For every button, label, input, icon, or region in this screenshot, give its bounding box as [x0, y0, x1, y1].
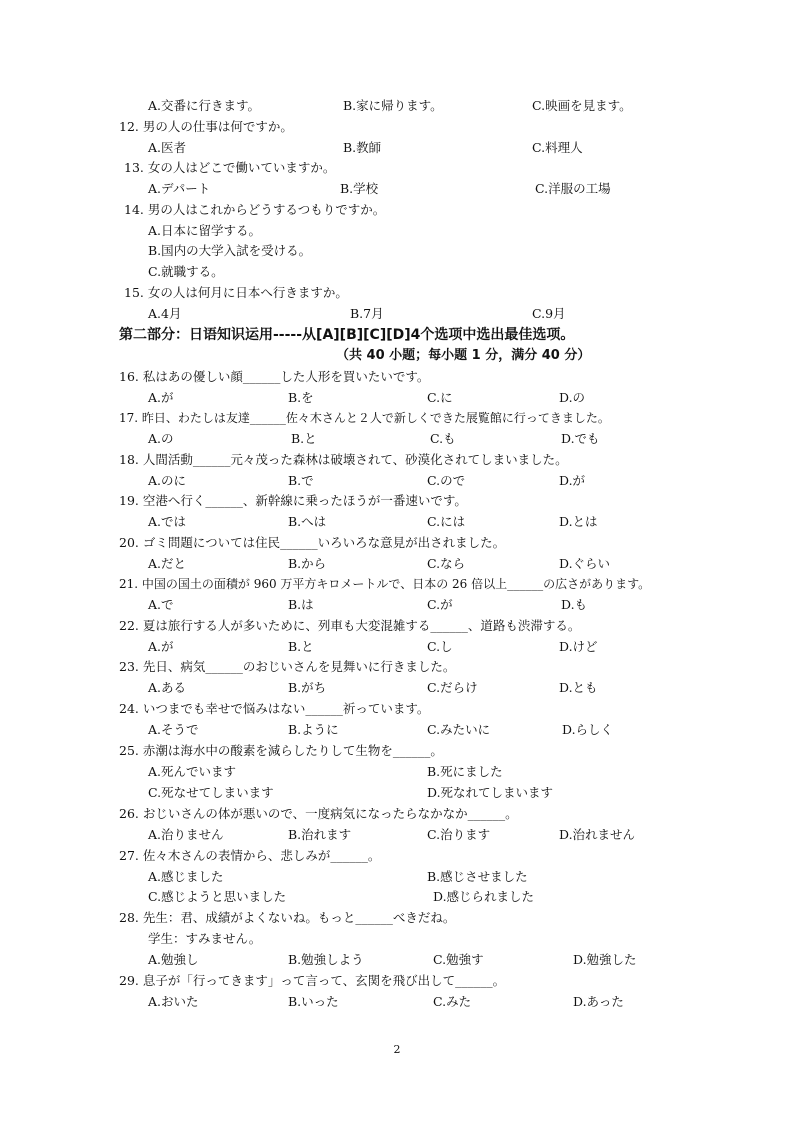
q22-option-c: C.し: [427, 639, 453, 654]
q16-option-a: A.が: [148, 390, 174, 405]
q17-option-b: B.と: [291, 431, 317, 446]
q12-option-a: A.医者: [148, 140, 187, 155]
q19-option-d: D.とは: [559, 514, 598, 529]
q29-option-a: A.おいた: [148, 994, 199, 1009]
q25-option-a: A.死んでいます: [148, 764, 237, 779]
q19-option-b: B.へは: [288, 514, 327, 529]
q20-option-a: A.だと: [148, 556, 187, 571]
q22-option-d: D.けど: [559, 639, 598, 654]
q15-option-b: B.7月: [350, 306, 384, 321]
section-subtitle: （共 40 小题；每小题 1 分，满分 40 分）: [336, 348, 591, 363]
q14-option-c: C.就職する。: [148, 264, 224, 279]
q17-option-c: C.も: [430, 431, 456, 446]
q16-option-b: B.を: [288, 390, 314, 405]
q26-option-a: A.治りません: [148, 827, 224, 842]
q23-stem: 23. 先日、病気______のおじいさんを見舞いに行きました。: [119, 659, 456, 674]
q26-stem: 26. おじいさんの体が悪いので、一度病気になったらなかなか______。: [119, 806, 518, 821]
q13-option-a: A.デパート: [148, 181, 211, 196]
q13-option-b: B.学校: [340, 181, 379, 196]
q26-option-c: C.治ります: [427, 827, 491, 842]
q26-option-b: B.治れます: [288, 827, 352, 842]
q17-option-a: A.の: [148, 431, 174, 446]
q11-option-a: A.交番に行きます。: [148, 98, 261, 113]
q22-stem: 22. 夏は旅行する人が多いために、列車も大変混雑する______、道路も渋滞する。: [119, 618, 581, 633]
q21-stem: 21. 中国の国土の面積が 960 万平方キロメートルで、日本の 26 倍以上______の広さがあります。: [119, 577, 651, 591]
q19-stem: 19. 空港へ行く______、新幹線に乗ったほうが一番速いです。: [119, 493, 467, 508]
q29-stem: 29. 息子が「行ってきます」って言って、玄関を飛び出して______。: [119, 973, 506, 988]
q24-option-d: D.らしく: [562, 722, 614, 737]
q11-option-b: B.家に帰ります。: [343, 98, 443, 113]
q27-option-a: A.感じました: [148, 869, 224, 884]
q19-option-a: A.では: [148, 514, 187, 529]
q17-stem: 17. 昨日、わたしは友達______佐々木さんと２人で新しくできた展覧館に行ってきました。: [119, 411, 610, 425]
q23-option-a: A.ある: [148, 680, 187, 695]
q23-option-d: D.とも: [559, 680, 598, 695]
q24-option-b: B.ように: [288, 722, 339, 737]
q14-stem: 14. 男の人はこれからどうするつもりですか。: [124, 202, 386, 217]
q11-option-c: C.映画を見ます。: [532, 98, 632, 113]
q28-stem-line2: 学生：すみません。: [148, 931, 262, 946]
q18-option-a: A.のに: [148, 473, 187, 488]
q20-option-b: B.から: [288, 556, 327, 571]
q20-stem: 20. ゴミ問題については住民______いろいろな意見が出されました。: [119, 535, 506, 550]
q28-option-c: C.勉強す: [433, 952, 484, 967]
q22-option-b: B.と: [288, 639, 314, 654]
q13-option-c: C.洋服の工場: [535, 181, 611, 196]
q15-option-a: A.4月: [148, 306, 182, 321]
q23-option-c: C.だらけ: [427, 680, 478, 695]
q29-option-c: C.みた: [433, 994, 472, 1009]
section-title: 第二部分：日语知识运用-----从[A][B][C][D]4个选项中选出最佳选项。: [119, 327, 575, 343]
q18-stem: 18. 人間活動______元々茂った森林は破壊されて、砂漠化されてしまいました。: [119, 452, 568, 467]
q25-stem: 25. 赤潮は海水中の酸素を減らしたりして生物を______。: [119, 743, 443, 758]
q29-option-b: B.いった: [288, 994, 339, 1009]
q29-option-d: D.あった: [573, 994, 624, 1009]
q24-option-c: C.みたいに: [427, 722, 491, 737]
q28-option-b: B.勉強しよう: [288, 952, 364, 967]
q28-stem: 28. 先生：君、成績がよくないね。もっと______べきだね。: [119, 910, 456, 925]
q15-option-c: C.9月: [532, 306, 566, 321]
q22-option-a: A.が: [148, 639, 174, 654]
q28-option-d: D.勉強した: [573, 952, 637, 967]
q14-option-a: A.日本に留学する。: [148, 223, 262, 238]
q24-option-a: A.そうで: [148, 722, 199, 737]
q18-option-b: B.で: [288, 473, 314, 488]
q21-option-d: D.も: [561, 597, 588, 612]
q18-option-d: D.が: [559, 473, 586, 488]
q27-stem: 27. 佐々木さんの表情から、悲しみが______。: [119, 848, 381, 863]
q12-option-b: B.教師: [343, 140, 382, 155]
q20-option-c: C.なら: [427, 556, 466, 571]
q17-option-d: D.でも: [561, 431, 600, 446]
page-number: 2: [393, 1043, 401, 1056]
q28-option-a: A.勉強し: [148, 952, 199, 967]
q25-option-c: C.死なせてしまいます: [148, 785, 274, 800]
q24-stem: 24. いつまでも幸せで悩みはない______祈っています。: [119, 701, 430, 716]
q16-option-c: C.に: [427, 390, 453, 405]
q27-option-b: B.感じさせました: [427, 869, 528, 884]
q27-option-c: C.感じようと思いました: [148, 889, 287, 904]
q19-option-c: C.には: [427, 514, 466, 529]
q26-option-d: D.治れません: [559, 827, 636, 842]
q18-option-c: C.ので: [427, 473, 466, 488]
q23-option-b: B.がち: [288, 680, 327, 695]
q16-stem: 16. 私はあの優しい顔______した人形を買いたいです。: [119, 369, 430, 384]
q13-stem: 13. 女の人はどこで働いていますか。: [124, 160, 336, 175]
q21-option-b: B.は: [288, 597, 314, 612]
q20-option-d: D.ぐらい: [559, 556, 611, 571]
q25-option-b: B.死にました: [427, 764, 503, 779]
q12-stem: 12. 男の人の仕事は何ですか。: [119, 119, 293, 134]
q21-option-a: A.で: [148, 597, 174, 612]
q16-option-d: D.の: [559, 390, 586, 405]
q25-option-d: D.死なれてしまいます: [427, 785, 554, 800]
q12-option-c: C.料理人: [532, 140, 583, 155]
q27-option-d: D.感じられました: [433, 889, 535, 904]
q15-stem: 15. 女の人は何月に日本へ行きますか。: [124, 285, 348, 300]
q21-option-c: C.が: [427, 597, 453, 612]
q14-option-b: B.国内の大学入試を受ける。: [148, 243, 312, 258]
